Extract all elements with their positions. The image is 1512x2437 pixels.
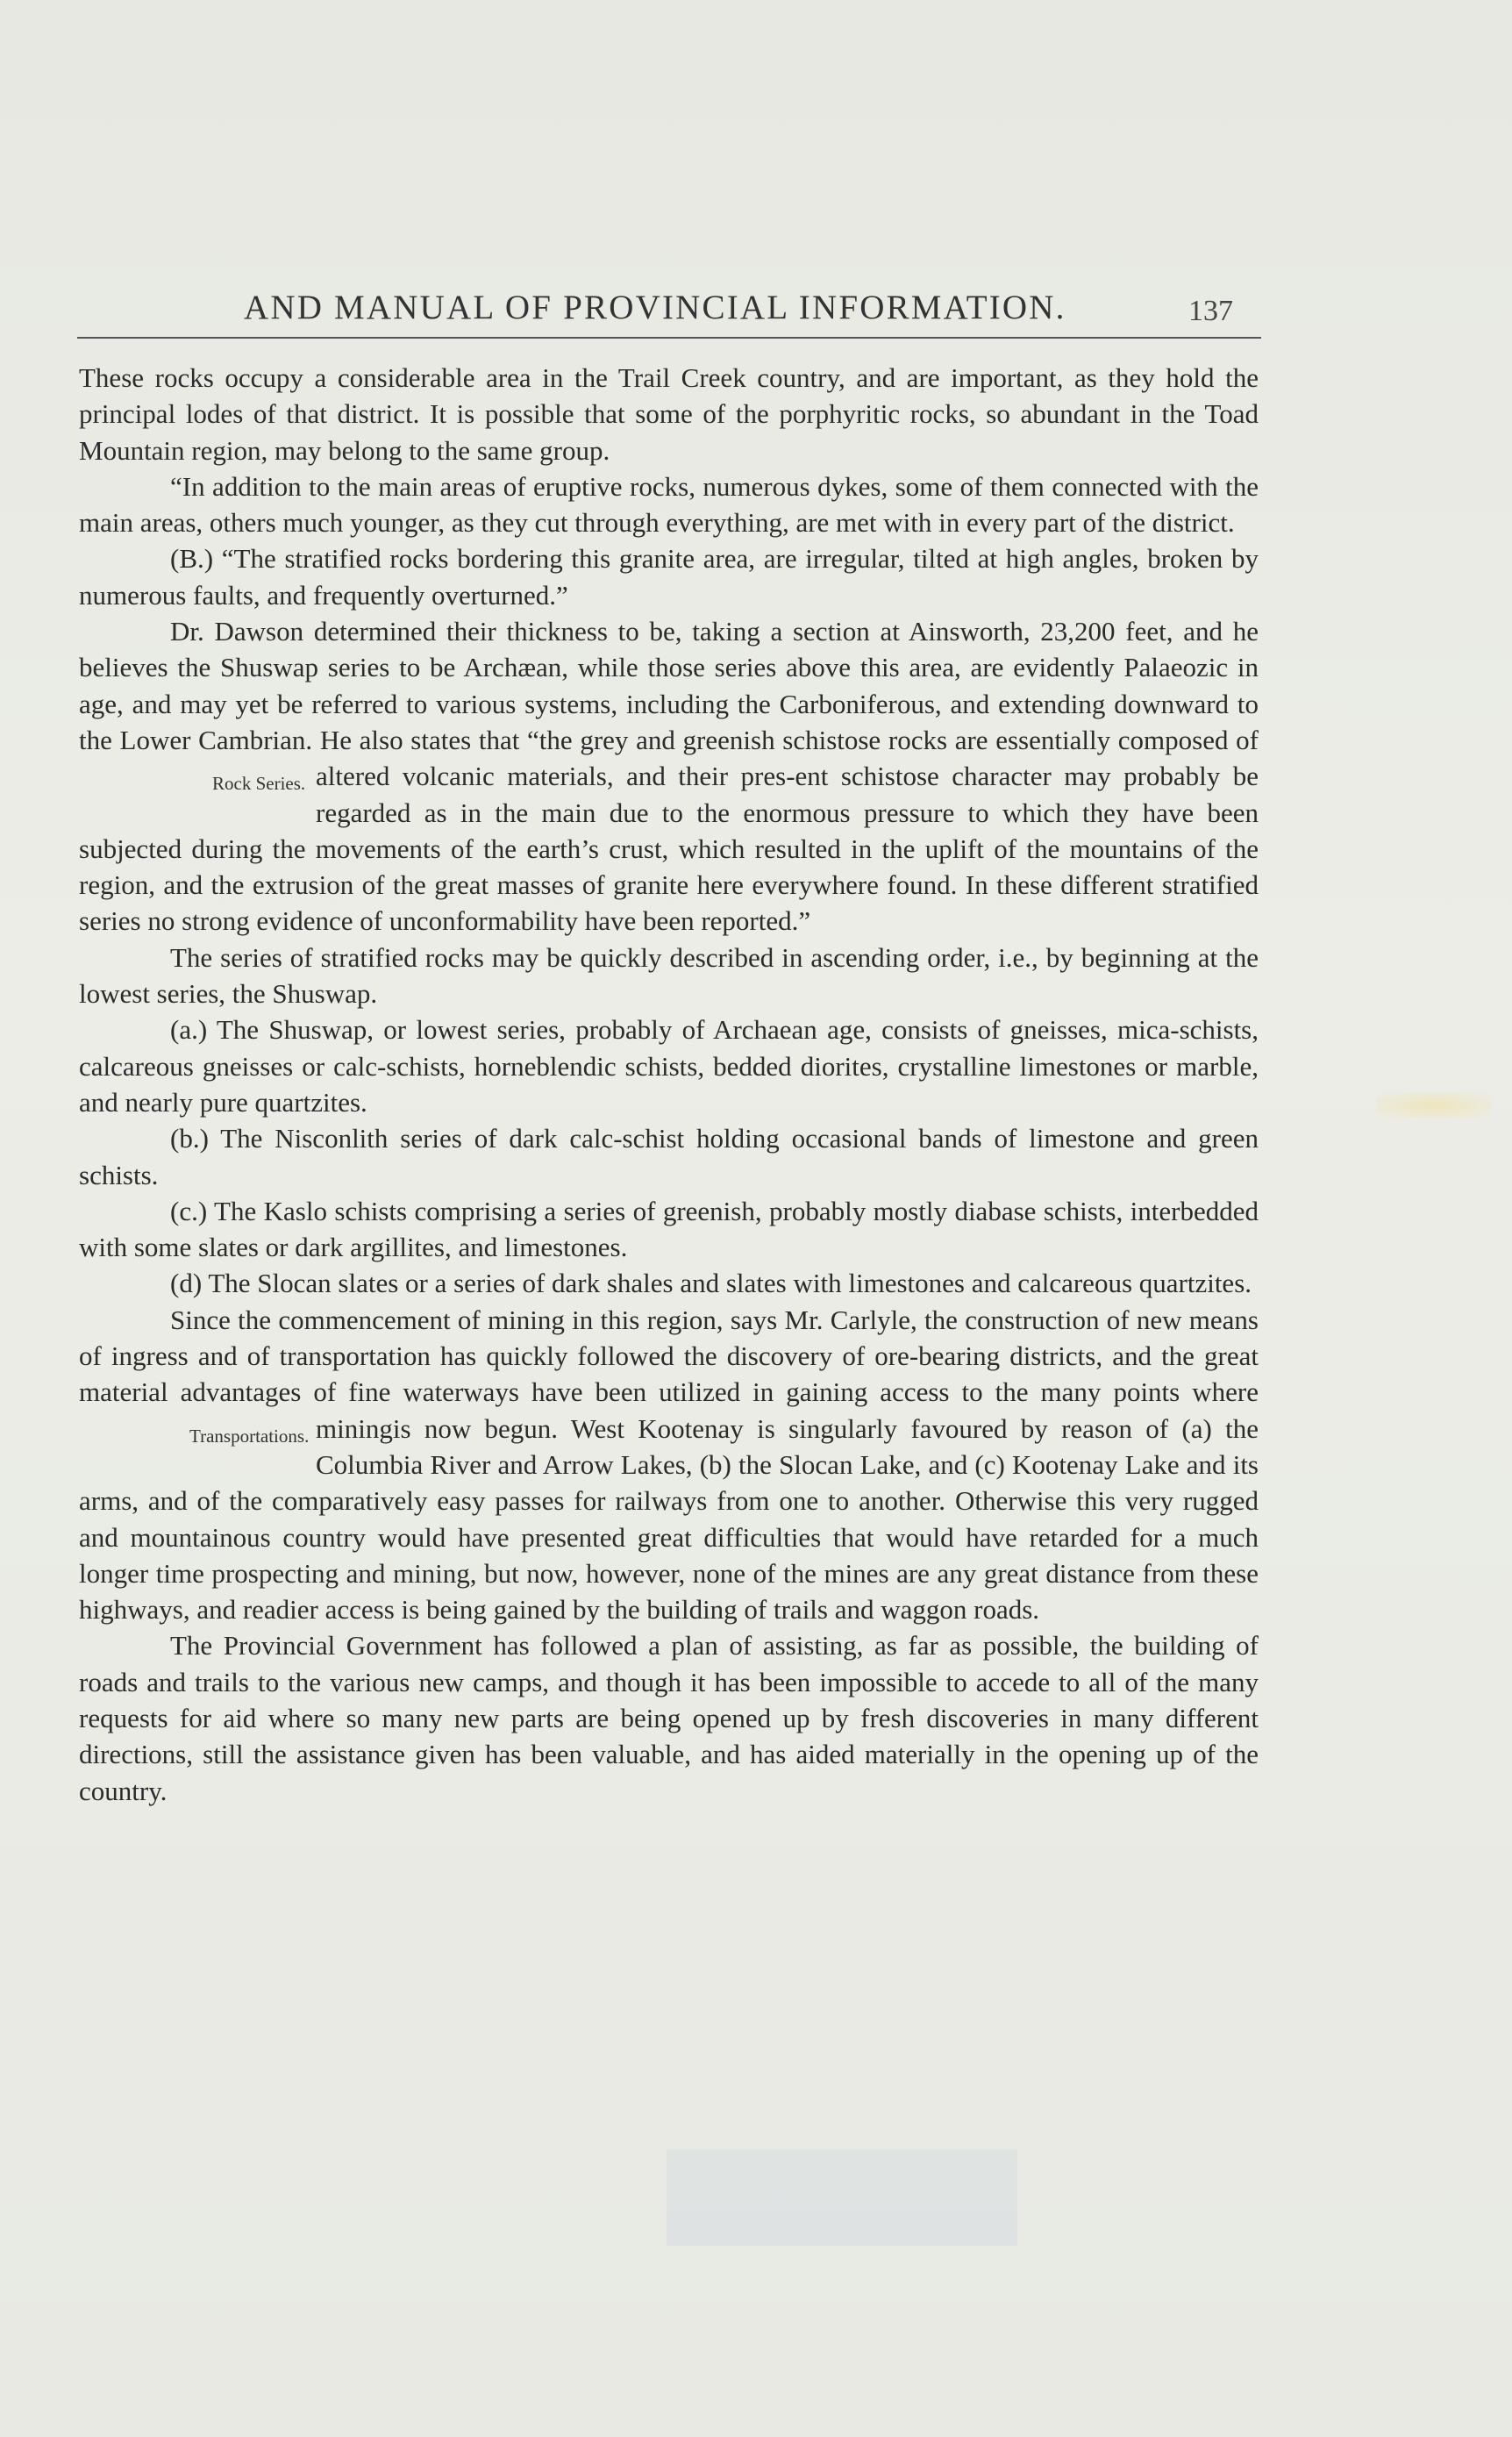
paragraph: These rocks occupy a considerable area in the Trail Creek country, and are important, as they hold the principal lodes of that district. It is possible that some of the porphyritic rocks, so abundant in the Toad Mountain region, may belong to the same group. — [79, 362, 1259, 466]
paragraph-transportation-part2: is now begun. West Kootenay is singularly favoured by reason of (a) the Columbia River and Arrow Lakes, (b) the Slocan Lake, and (c) Kootenay Lake and its arms, and of the comparatively easy passes for railways from one to another. Otherwise this very rugged and mountainous country would have presented great difficulties that would have retarded for a much longer time prospecting and mining, but now, however, none of the mines are any great distance from these highways, and readier access is being gained by the building of trails and waggon roads. — [79, 1412, 1259, 1626]
paragraph-dawson-part1: Dr. Dawson determined their thickness to be, taking a section at Ainsworth, 23,200 feet, and he believes the Shuswap series to be Archæan, while those series above this area, are evidently Palaeozic in age, and may yet be referred to various systems, including the Carboniferous, and extending downward to the Lower Cambrian. He also states that “the grey and greenish schistose rocks are essentially composed of altered volcanic materials, and their pres- — [79, 616, 1259, 792]
running-header — [79, 281, 1263, 333]
paragraph-series-b: (b.) The Nisconlith series of dark calc-schist holding occasional bands of limestone and green schists. — [79, 1123, 1259, 1190]
margin-note-rock-series: Rock Series. — [212, 773, 306, 795]
paragraph: “In addition to the main areas of eruptive rocks, numerous dykes, some of them connected with the main areas, others much younger, as they cut through everything, are met with in every part of the district. — [79, 470, 1259, 539]
running-title: AND MANUAL OF PROVINCIAL INFORMATION. — [244, 289, 1066, 326]
body-text — [79, 360, 1259, 1809]
paragraph: The Provincial Government has followed a plan of assisting, as far as possible, the building of roads and trails to the various new camps, and though it has been impossible to accede to all of the many requests for aid where so many new parts are being opened up by fresh discoveries in many different directions, still the assistance given has been valuable, and has aided materially in the opening up of the country. — [79, 1630, 1259, 1806]
paragraph: (B.) “The stratified rocks bordering this granite area, are irregular, tilted at high angles, broken by numerous faults, and frequently overturned.” — [79, 543, 1259, 611]
margin-note-transportations: Transportations. — [189, 1425, 310, 1447]
header-rule — [77, 337, 1261, 339]
paragraph-series-a: (a.) The Shuswap, or lowest series, probably of Archaean age, consists of gneisses, mica-schists, calcareous gneisses or calc-schists, horneblendic schists, bedded diorites, crystalline limestones or marble, and nearly pure quartzites. — [79, 1014, 1259, 1118]
paper-stain — [1377, 1092, 1491, 1118]
paragraph-dawson — [79, 613, 1259, 940]
paragraph — [79, 940, 1259, 1012]
page-number: 137 — [1188, 295, 1233, 327]
paragraph-series-c: (c.) The Kaslo schists comprising a series of greenish, probably mostly diabase schists, interbedded with some slates or dark argillites, and limestones. — [79, 1195, 1259, 1263]
paragraph-dawson-part2: ent schistose character may probably be regarded as in the main due to the enormous pressure to which they have been subjected during the movements of the earth’s crust, which resulted in the uplift of the mountains of the region, and the extrusion of the great masses of granite here everywhere found. In these different stratified series no strong evidence of unconformability have been reported.” — [79, 761, 1259, 937]
paragraph-transportation — [79, 1302, 1259, 1628]
paragraph-text: The series of stratified rocks may be quickly described in ascending order, i.e., by beginning at the lowest series, the Shuswap. — [79, 941, 1259, 1010]
scan-shadow — [667, 2149, 1017, 2246]
paragraph-series-d: (d) The Slocan slates or a series of dark shales and slates with limestones and calcareous quartzites. — [170, 1268, 1252, 1299]
paragraph-transportation-part1: Since the commencement of mining in this region, says Mr. Carlyle, the construction of new means of ingress and of transportation has quickly followed the discovery of ore-bearing districts, and the great material advantages of fine waterways have been utilized in gaining access to the many points where mining — [79, 1304, 1259, 1444]
